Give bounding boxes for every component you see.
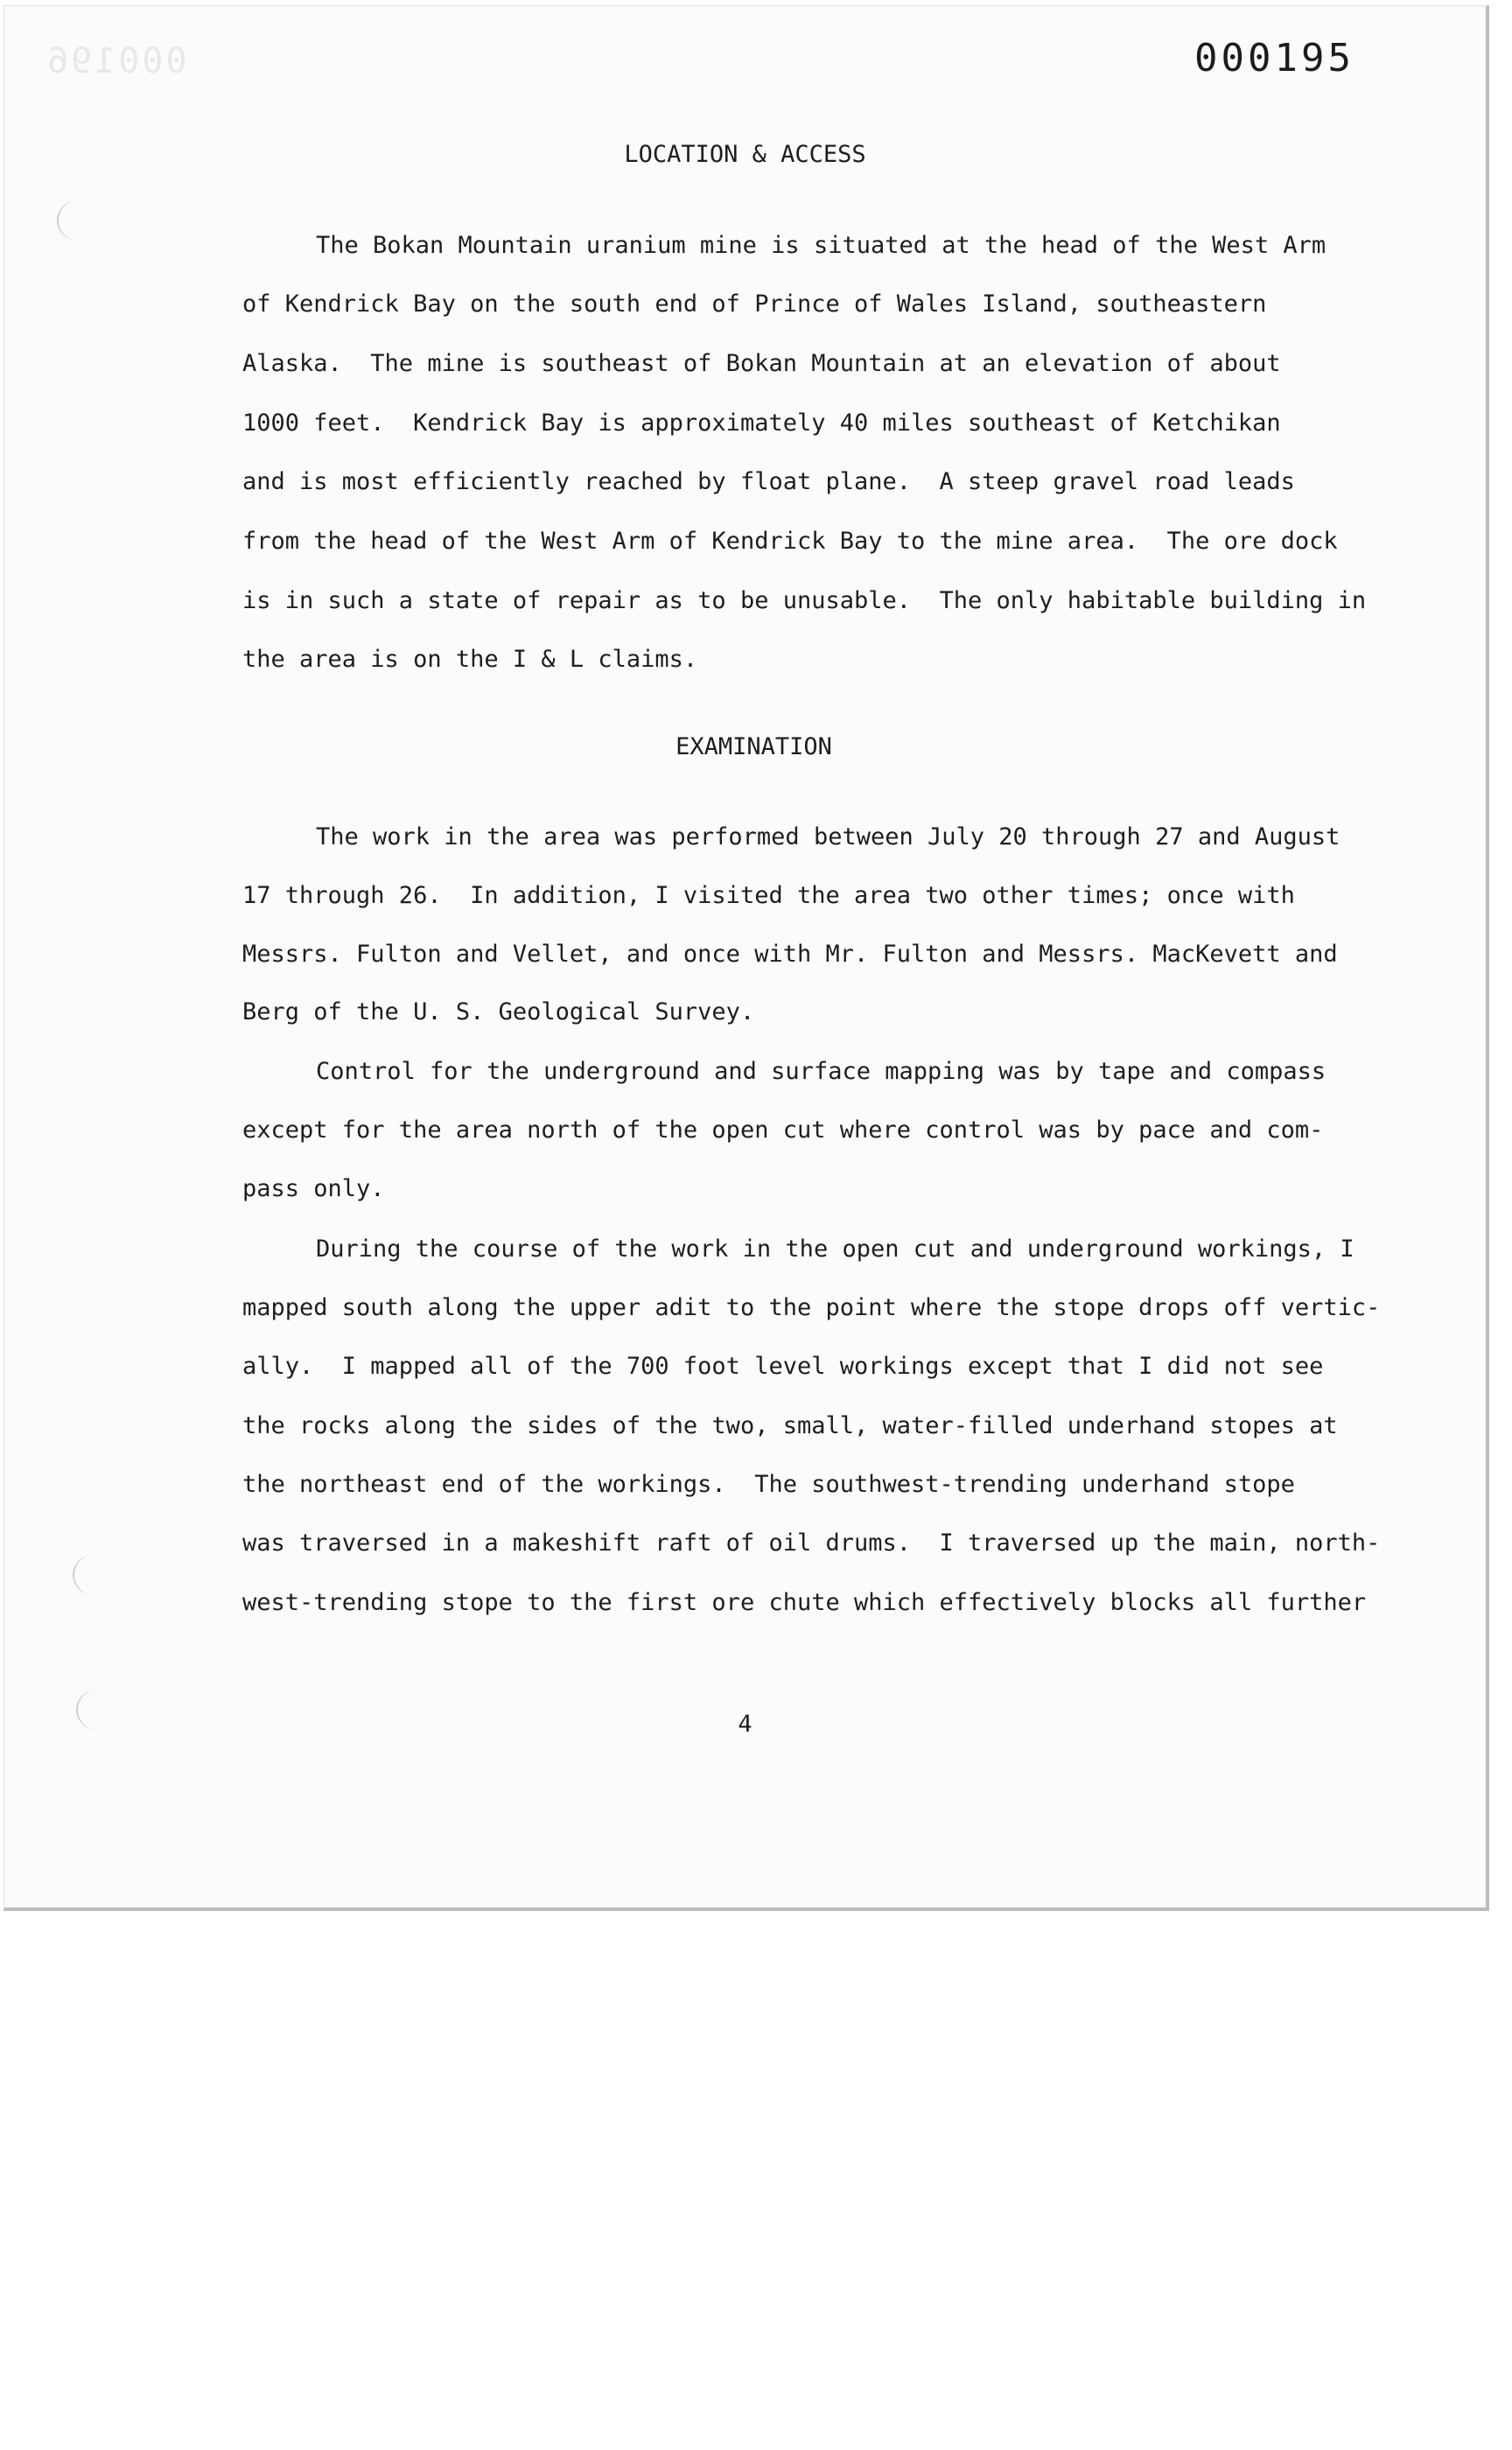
- text-line: ally. I mapped all of the 700 foot level workings except that I did not see: [242, 1353, 1324, 1380]
- text-line: 1000 feet. Kendrick Bay is approximately 40 miles southeast of Ketchikan: [242, 410, 1281, 437]
- text-line: is in such a state of repair as to be unusable. The only habitable building in: [242, 587, 1367, 614]
- text-line: Berg of the U. S. Geological Survey.: [242, 998, 755, 1026]
- text-line: Control for the underground and surface mapping was by tape and compass: [316, 1058, 1326, 1085]
- section-heading-examination: EXAMINATION: [676, 733, 832, 760]
- text-line: mapped south along the upper adit to the point where the stope drops off vertic-: [242, 1294, 1381, 1321]
- text-line: and is most efficiently reached by float plane. A steep gravel road leads: [242, 468, 1295, 495]
- text-line: pass only.: [242, 1175, 385, 1202]
- text-line: Alaska. The mine is southeast of Bokan Mountain at an elevation of about: [242, 350, 1281, 377]
- section-heading-location-access: LOCATION & ACCESS: [624, 141, 866, 168]
- text-line: Messrs. Fulton and Vellet, and once with Mr. Fulton and Messrs. MacKevett and: [242, 941, 1338, 968]
- text-line: 17 through 26. In addition, I visited the area two other times; once with: [242, 882, 1295, 909]
- text-line: of Kendrick Bay on the south end of Prince of Wales Island, southeastern: [242, 290, 1267, 318]
- text-line: The Bokan Mountain uranium mine is situated at the head of the West Arm: [316, 232, 1326, 259]
- punch-hole-mark: [73, 1555, 115, 1595]
- text-line: the rocks along the sides of the two, small, water-filled underhand stopes at: [242, 1412, 1338, 1439]
- text-line: the northeast end of the workings. The southwest-trending underhand stope: [242, 1471, 1295, 1498]
- text-line: the area is on the I & L claims.: [242, 646, 698, 673]
- bleed-through-number: 000196: [45, 41, 187, 81]
- punch-hole-mark: [57, 200, 99, 241]
- text-line: During the course of the work in the open cut and underground workings, I: [316, 1236, 1354, 1263]
- document-number: 000195: [1194, 36, 1354, 80]
- text-line: was traversed in a makeshift raft of oil drums. I traversed up the main, north-: [242, 1530, 1381, 1557]
- text-line: The work in the area was performed between July 20 through 27 and August: [316, 823, 1340, 850]
- text-line: except for the area north of the open cut where control was by pace and com-: [242, 1116, 1324, 1144]
- text-line: west-trending stope to the first ore chute which effectively blocks all further: [242, 1589, 1367, 1616]
- text-line: from the head of the West Arm of Kendrick Bay to the mine area. The ore dock: [242, 528, 1338, 555]
- document-page: [4, 5, 1489, 1911]
- page-number: 4: [738, 1711, 752, 1738]
